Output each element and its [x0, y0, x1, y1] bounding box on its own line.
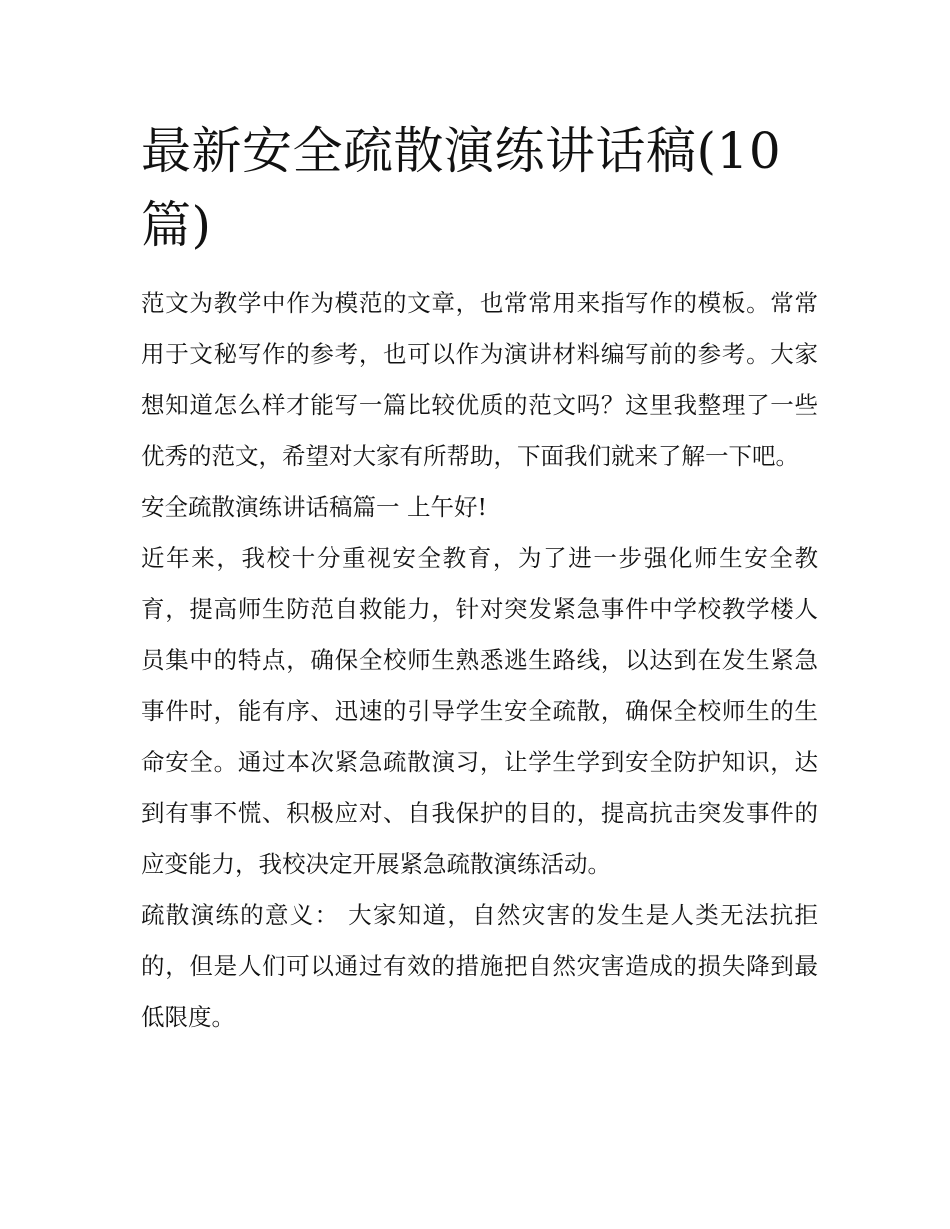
body-paragraph: 疏散演练的意义： 大家知道，自然灾害的发生是人类无法抗拒的，但是人们可以通过有效的措施把自然灾害造成的损失降到最低限度。 [141, 901, 818, 1031]
section-heading-paragraph: 安全疏散演练讲话稿篇一 上午好! [141, 493, 487, 521]
intro-paragraph: 范文为教学中作为模范的文章，也常常用来指写作的模板。常常用于文秘写作的参考，也可以作为演讲材料编写前的参考。大家想知道怎么样才能写一篇比较优质的范文吗？这里我整理了一些优秀的范文，希望对大家有所帮助，下面我们就来了解一下吧。 [141, 289, 818, 470]
document-body [141, 278, 818, 1043]
document-title: 最新安全疏散演练讲话稿(10篇) [141, 122, 782, 254]
body-paragraph: 近年来，我校十分重视安全教育，为了进一步强化师生安全教育，提高师生防范自救能力，针对突发紧急事件中学校教学楼人员集中的特点，确保全校师生熟悉逃生路线，以达到在发生紧急事件时，能有序、迅速的引导学生安全疏散，确保全校师生的生命安全。通过本次紧急疏散演习，让学生学到安全防护知识，达到有事不慌、积极应对、自我保护的目的，提高抗击突发事件的应变能力，我校决定开展紧急疏散演练活动。 [141, 544, 818, 878]
